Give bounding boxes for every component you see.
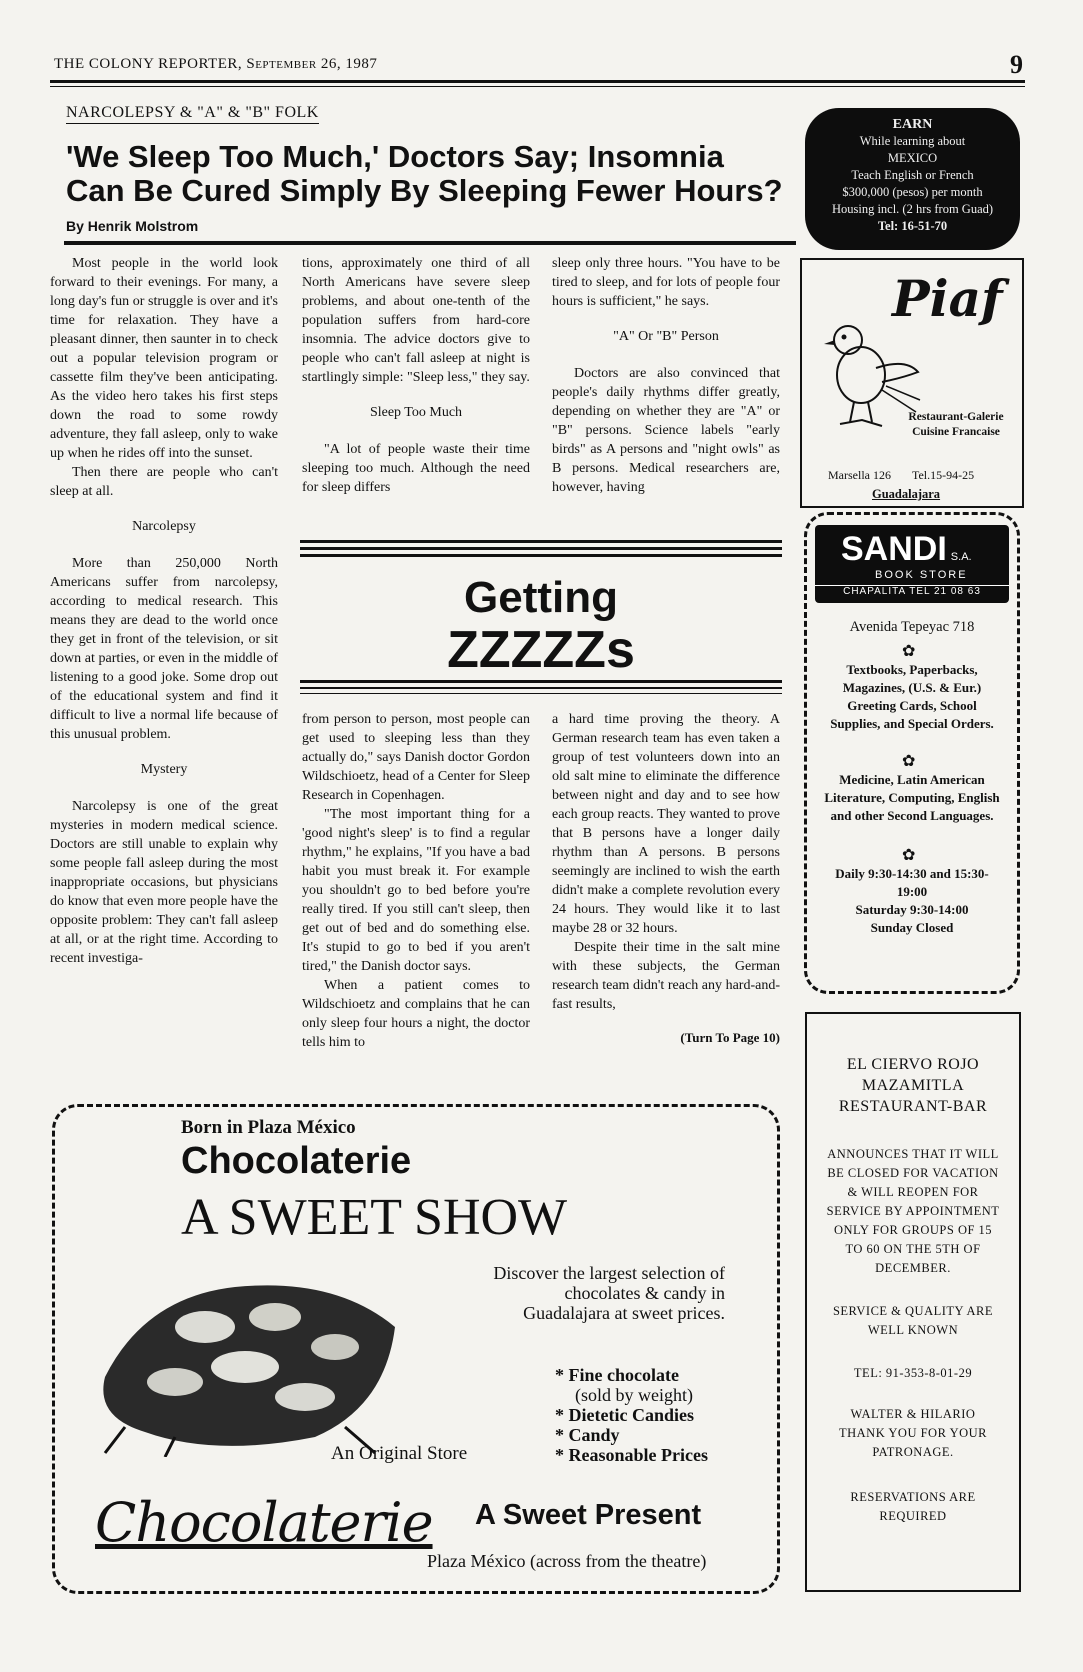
- piaf-logo: Piaf: [892, 269, 1003, 328]
- turn-to-page: (Turn To Page 10): [680, 1030, 780, 1045]
- choco-born: Born in Plaza México: [181, 1117, 356, 1138]
- choco-script-logo: Chocolaterie: [95, 1491, 433, 1554]
- piaf-address: [828, 468, 974, 483]
- paragraph: from person to person, most people can get used to sleeping less than they actually do," says Danish doctor Gordon Wildschioetz, head of a Center for Sleep Research in Copenhagen.: [302, 712, 530, 803]
- piaf-city: Guadalajara: [872, 487, 941, 501]
- paragraph: Doctors are also convinced that people's daily rhythms differ greatly, depending on whether they are "A" or "B" persons. Science labels "early birds" as A persons and "night owls" as B persons. Medical researchers are, however, having: [552, 366, 780, 495]
- sandi-name: SANDI: [841, 530, 947, 568]
- getting-zzzzzs-title: [300, 574, 782, 678]
- sandi-hours-saturday: Saturday 9:30-14:00: [855, 902, 969, 917]
- earn-title: EARN: [892, 117, 933, 132]
- sandi-goods-1: Textbooks, Paperbacks, Magazines, (U.S. & Eur.) Greeting Cards, School Supplies, and Special Orders.: [830, 662, 994, 731]
- ciervo-thanks: WALTER & HILARIO THANK YOU FOR YOUR PATRONAGE.: [838, 1407, 987, 1459]
- paragraph: tions, approximately one third of all North Americans have severe sleep problems, and about one-tenth of the population suffers from hard-core insomnia. The advice doctors give to people who can't fall asleep at night is startlingly simple: "Sleep less," they say.: [302, 256, 530, 385]
- earn-line: While learning about: [859, 134, 966, 148]
- flower-icon: ✿: [902, 643, 916, 660]
- ciervo-tel: TEL: 91-353-8-01-29: [853, 1366, 973, 1380]
- paragraph: a hard time proving the theory. A German research team has even taken a group of test volunteers down into an old salt mine to eliminate the difference between night and day and to see how each group reacts. They wanted to prove that B persons have a longer daily rhythm than A persons. B persons seemingly are inclined to wish the earth didn't make a complete revolution every 24 hours. They would like it to last maybe 28 or 32 hours.: [552, 712, 780, 936]
- sandi-hours: [821, 865, 1003, 937]
- masthead-rule-thin: [50, 86, 1025, 87]
- piaf-tel: Tel.15-94-25: [911, 468, 975, 482]
- choco-item: * Candy: [555, 1425, 620, 1445]
- choco-item-note: (sold by weight): [575, 1385, 693, 1405]
- sandi-hours-sunday: Sunday Closed: [870, 920, 954, 935]
- piaf-street: Marsella 126: [828, 468, 891, 482]
- sandi-subtitle: BOOK STORE: [875, 569, 968, 581]
- earn-line: Teach English or French: [851, 168, 974, 182]
- byline-rule: [64, 241, 796, 245]
- earn-line: Housing incl. (2 hrs from Guad): [831, 202, 994, 216]
- getting-rules-bottom: [300, 680, 782, 698]
- article-column-1: [50, 254, 278, 968]
- masthead-rule: [50, 80, 1025, 83]
- headline: 'We Sleep Too Much,' Doctors Say; Insomnia Can Be Cured Simply By Sleeping Fewer Hours?: [66, 139, 783, 208]
- masthead: THE COLONY REPORTER, September 26, 1987: [54, 56, 378, 72]
- article-column-3-bottom: [552, 710, 780, 1047]
- getting-rules-top: [300, 540, 782, 561]
- earn-ad: [805, 108, 1020, 250]
- choco-name: Chocolaterie: [181, 1140, 412, 1182]
- sandi-goods-2: Medicine, Latin American Literature, Computing, English and other Second Languages.: [824, 772, 1000, 823]
- article-column-2-top: [302, 254, 530, 497]
- ciervo-rojo-ad: [805, 1012, 1021, 1592]
- paragraph: Narcolepsy is one of the great mysteries in modern medical science. Doctors are still unable to explain why some people fall asleep during the most inappropriate occasions, but physicians do know that even more people have the opposite problem: They can't fall asleep at all, or at the right time. According to recent investiga-: [50, 799, 278, 966]
- choco-present: A Sweet Present: [475, 1499, 702, 1531]
- choco-original: An Original Store: [331, 1443, 468, 1464]
- getting-line-1: Getting: [464, 573, 618, 622]
- ciervo-notice: ANNOUNCES THAT IT WILL BE CLOSED FOR VACATION & WILL REOPEN FOR SERVICE BY APPOINTMENT ONLY FOR GROUPS OF 15 TO 60 ON THE 5TH OF DECEMBER.: [826, 1147, 1000, 1275]
- paragraph: "The most important thing for a 'good night's sleep' is to find a regular rhythm," he explains, "If you have a bad habit you must break it. For example you shouldn't go to bed before you're really tired. If you still can't sleep, then get out of bed and do something else. It's stupid to go to bed if you aren't tired," the Danish doctor says.: [302, 807, 530, 974]
- earn-line: MEXICO: [887, 151, 938, 165]
- chocolates-illustration: [85, 1257, 415, 1457]
- choco-item: * Fine chocolate: [555, 1365, 679, 1385]
- choco-item: * Reasonable Prices: [555, 1445, 708, 1465]
- sandi-hours-daily: Daily 9:30-14:30 and 15:30-19:00: [835, 866, 989, 899]
- ciervo-service: SERVICE & QUALITY ARE WELL KNOWN: [832, 1304, 994, 1337]
- chocolaterie-ad: [52, 1104, 780, 1594]
- paragraph: sleep only three hours. "You have to be tired to sleep, and for lots of people four hours is sufficient," he says.: [552, 256, 780, 309]
- article-column-3-top: [552, 254, 780, 497]
- paragraph: Despite their time in the salt mine with these subjects, the German research team didn't reach any hard-and-fast results,: [552, 940, 780, 1012]
- ciervo-reservations: RESERVATIONS ARE REQUIRED: [850, 1490, 976, 1523]
- choco-discover: Discover the largest selection of chocolates & candy in Guadalajara at sweet prices.: [493, 1263, 725, 1323]
- getting-line-2: ZZZZZs: [447, 621, 635, 679]
- choco-location: Plaza México (across from the theatre): [427, 1551, 707, 1571]
- kicker: NARCOLEPSY & "A" & "B" FOLK: [66, 104, 319, 124]
- page-number: 9: [1010, 50, 1023, 79]
- piaf-type: [888, 410, 1024, 440]
- choco-items: [555, 1365, 708, 1465]
- article-column-2-bottom: [302, 710, 530, 1052]
- piaf-type-2: Cuisine Francaise: [912, 426, 1000, 438]
- earn-line: $300,000 (pesos) per month: [842, 185, 983, 199]
- sandi-address: Avenida Tepeyac 718: [849, 619, 975, 635]
- subhead-sleep-too-much: Sleep Too Much: [369, 405, 463, 420]
- paragraph: "A lot of people waste their time sleeping too much. Although the need for sleep differs: [302, 442, 530, 495]
- subhead-mystery: Mystery: [140, 762, 188, 777]
- choco-show: A SWEET SHOW: [181, 1189, 568, 1246]
- flower-icon: ✿: [902, 753, 916, 770]
- piaf-type-1: Restaurant-Galerie: [908, 411, 1004, 423]
- sandi-ad: [804, 512, 1020, 994]
- byline: By Henrik Molstrom: [66, 218, 199, 234]
- sandi-strip: CHAPALITA TEL 21 08 63: [815, 585, 1009, 597]
- paragraph: Most people in the world look forward to their evenings. For many, a long day's fun or struggle is over and it's time for relaxation. They have a pleasant dinner, then saunter in to check out a popular television program or cassette film they've been anticipating. As the video hero takes his first steps down the road to some rowdy adventure, they fall asleep, only to wake up when he rides off into the sunset.: [50, 256, 278, 461]
- flower-icon: ✿: [902, 847, 916, 864]
- sandi-logo-block: [815, 525, 1009, 603]
- paragraph: More than 250,000 North Americans suffer from narcolepsy, according to medical research. This means they are dead to the world once they get in front of the television, or sit down at parties, or even in the middle of listening to a good joke. Some drop out of the educational system and find it difficult to live a normal life because of this unusual problem.: [50, 556, 278, 742]
- earn-phone: Tel: 16-51-70: [877, 219, 948, 233]
- sandi-sa: S.A.: [950, 551, 972, 563]
- paragraph: When a patient comes to Wildschioetz and complains that he can only sleep four hours a night, the doctor tells him to: [302, 978, 530, 1050]
- choco-item: * Dietetic Candies: [555, 1405, 694, 1425]
- piaf-ad: [800, 258, 1024, 508]
- paragraph: Then there are people who can't sleep at all.: [50, 465, 278, 499]
- subhead-a-or-b: "A" Or "B" Person: [613, 329, 719, 344]
- ciervo-name: EL CIERVO ROJO MAZAMITLA RESTAURANT-BAR: [838, 1056, 988, 1115]
- subhead-narcolepsy: Narcolepsy: [132, 519, 196, 534]
